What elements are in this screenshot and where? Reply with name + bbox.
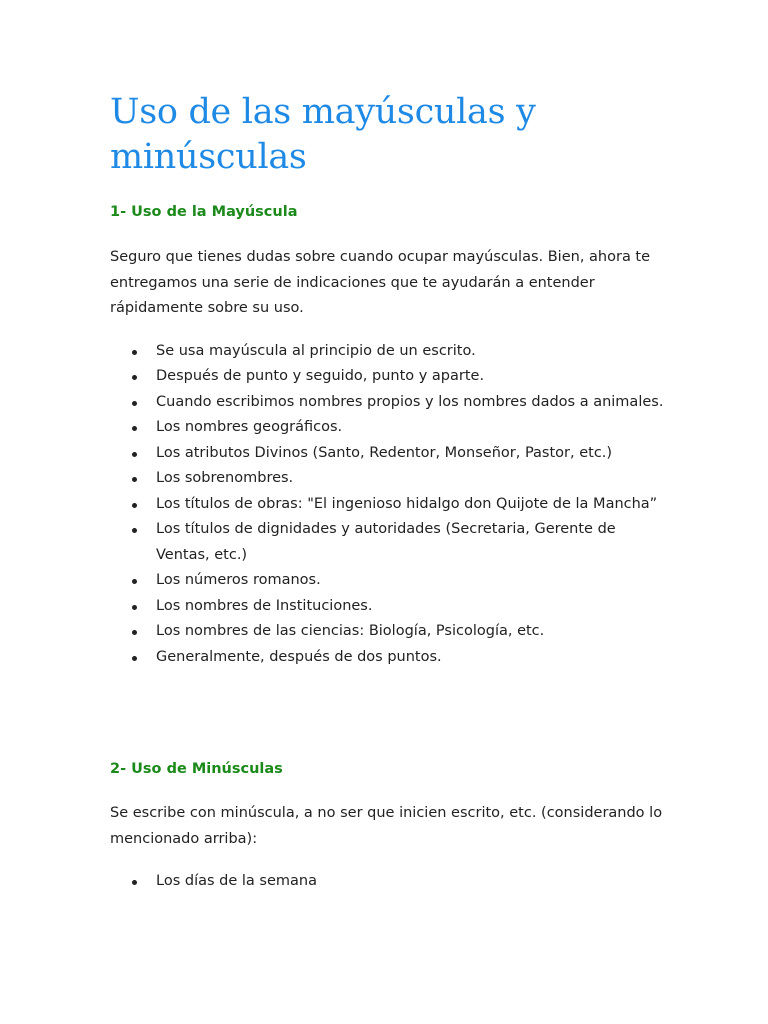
- list-item-text: Los nombres de las ciencias: Biología, Psicología, etc.: [156, 623, 545, 639]
- section-intro-paragraph: Seguro que tienes dudas sobre cuando ocupar mayúsculas. Bien, ahora te entregamos una serie de indicaciones que te ayudarán a entender rápidamente sobre su uso.: [110, 249, 651, 316]
- bullet-icon: [132, 503, 137, 508]
- list-item-text: Los nombres geográficos.: [156, 419, 343, 435]
- section-intro-paragraph: Se escribe con minúscula, a no ser que inicien escrito, etc. (considerando lo mencionado arriba):: [110, 805, 663, 847]
- list-item: [110, 339, 670, 365]
- list-item: [110, 492, 670, 518]
- list-item: [110, 390, 670, 416]
- bullet-icon: [132, 880, 137, 885]
- list-item: [110, 645, 670, 671]
- bullet-icon: [132, 605, 137, 610]
- bullet-icon: [132, 477, 137, 482]
- bullet-icon: [132, 401, 137, 406]
- list-item: [110, 517, 670, 568]
- list-item-text: Los atributos Divinos (Santo, Redentor, Monseñor, Pastor, etc.): [156, 444, 613, 461]
- list-item-text: Se usa mayúscula al principio de un escrito.: [156, 342, 476, 359]
- list-item-text: Los nombres de Instituciones.: [156, 597, 373, 614]
- minuscula-rules-list: [110, 869, 670, 895]
- list-item-text: Los sobrenombres.: [156, 470, 294, 486]
- list-item: [110, 415, 670, 441]
- bullet-icon: [132, 452, 137, 457]
- list-item-text: Los títulos de dignidades y autoridades (Secretaria, Gerente de Ventas, etc.): [156, 521, 616, 563]
- bullet-icon: [132, 528, 137, 533]
- list-item-text: Los días de la semana: [156, 873, 317, 889]
- list-item: [110, 594, 670, 620]
- bullet-icon: [132, 630, 137, 635]
- bullet-icon: [132, 375, 137, 380]
- list-item: [110, 568, 670, 594]
- list-item-text: Los números romanos.: [156, 572, 321, 588]
- list-item: [110, 619, 670, 645]
- list-item-text: Después de punto y seguido, punto y aparte.: [156, 368, 485, 384]
- bullet-icon: [132, 426, 137, 431]
- list-item: [110, 364, 670, 390]
- bullet-icon: [132, 579, 137, 584]
- document-page: [110, 90, 670, 895]
- bullet-icon: [132, 656, 137, 661]
- bullet-icon: [132, 350, 137, 355]
- list-item-text: Generalmente, después de dos puntos.: [156, 648, 442, 665]
- list-item-text: Cuando escribimos nombres propios y los nombres dados a animales.: [156, 393, 664, 410]
- list-item: [110, 466, 670, 492]
- section-heading-minusculas: 2- Uso de Minúsculas: [110, 761, 283, 777]
- list-item: [110, 869, 670, 895]
- mayuscula-rules-list: [110, 339, 670, 671]
- section-heading-mayuscula: 1- Uso de la Mayúscula: [110, 204, 298, 220]
- list-item-text: Los títulos de obras: "El ingenioso hidalgo don Quijote de la Mancha”: [156, 495, 658, 512]
- document-title: Uso de las mayúsculas y minúsculas: [110, 92, 536, 177]
- list-item: [110, 441, 670, 467]
